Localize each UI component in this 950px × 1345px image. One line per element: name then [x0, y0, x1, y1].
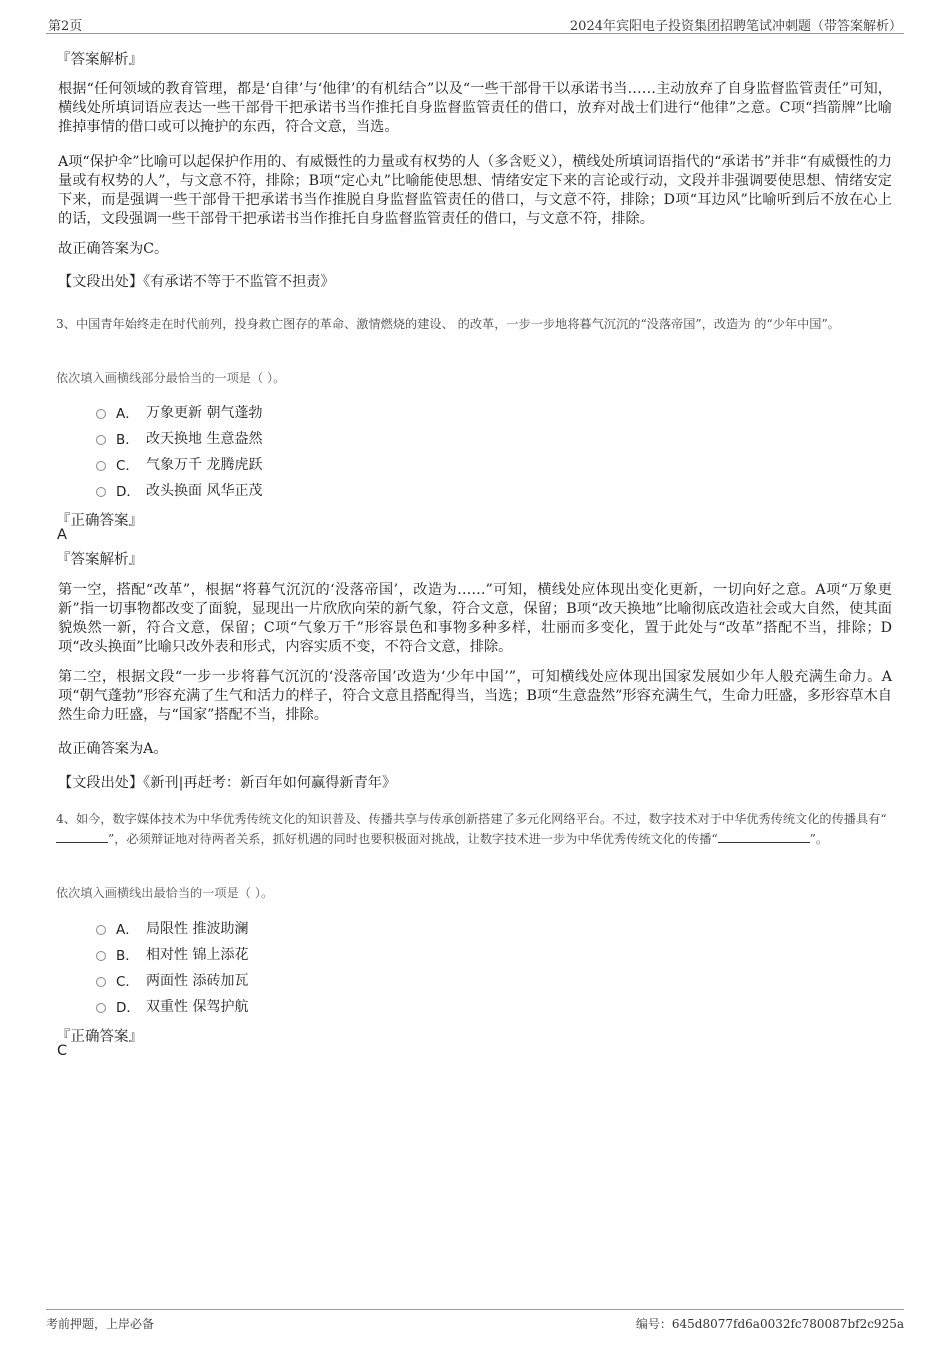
q4-option-b[interactable]: B． 相对性 锦上添花 [96, 944, 248, 964]
radio-icon[interactable] [96, 925, 106, 935]
q3-analysis-paragraph: 第二空，根据文段“一步一步将暮气沉沉的‘没落帝国’改造为‘少年中国’”，可知横线处应体现出国家发展如少年人般充满生命力。A项“朝气蓬勃”形容充满了生气和活力的样子，符合文意且搭配得当，当选；B项“生意盎然”形容充满生气，生命力旺盛，多形容草木自然生命力旺盛，与“国家”搭配不当，排除。 [58, 669, 892, 723]
q4-option-c[interactable]: C． 两面性 添砖加瓦 [96, 970, 248, 990]
page-footer [46, 1309, 904, 1337]
q3-answer: A [57, 527, 67, 543]
q3-option-a[interactable]: A． 万象更新 朝气蓬勃 [96, 402, 262, 422]
q2-analysis-paragraph: A项“保护伞”比喻可以起保护作用的、有威慑性的力量或有权势的人（多含贬义），横线处所填词语指代的“承诺书”并非“有威慑性的力量或有权势的人”，与文意不符，排除；B项“定心丸”比喻能使思想、情绪安定下来的言论或行动，文段并非强调要使思想、情绪安定下来，而是强调一些干部骨干把承诺书当作推脱自身监督监管责任的借口，与文意不符，排除；D项“耳边风”比喻听到后不放在心上的话，文段强调一些干部骨干把承诺书当作推托自身监督监管责任的借口，与文意不符，排除。 [58, 154, 892, 227]
radio-icon[interactable] [96, 409, 106, 419]
answer-blank [56, 831, 108, 843]
page-number: 第2页 [48, 19, 83, 34]
radio-icon[interactable] [96, 951, 106, 961]
answer-blank [718, 831, 810, 843]
document-code: 编号：645d8077fd6a0032fc780087bf2c925a [635, 1317, 904, 1331]
page-header [46, 14, 904, 34]
q2-source: 【文段出处】《有承诺不等于不监管不担责》 [58, 274, 335, 290]
q3-stem: 3、中国青年始终走在时代前列，投身救亡图存的革命、激情燃烧的建设、 的改革，一步一步地将暮气沉沉的“没落帝国”，改造为 的“少年中国”。 [56, 317, 840, 331]
q4-option-d[interactable]: D． 双重性 保驾护航 [96, 996, 248, 1016]
radio-icon[interactable] [96, 435, 106, 445]
q3-conclusion: 故正确答案为A。 [58, 741, 168, 757]
q2-analysis-paragraph: 根据“任何领域的教育管理，都是‘自律’与‘他律’的有机结合”以及“一些干部骨干以承诺书当……主动放弃了自身监督监管责任”可知，横线处所填词语应表达一些干部骨干把承诺书当作推托自身监督监管责任的借口，放弃对战士们进行“他律”之意。C项“挡箭牌”比喻推掉事情的借口或可以掩护的东西，符合文意，当选。 [58, 81, 892, 135]
radio-icon[interactable] [96, 977, 106, 987]
q3-answer-label: 『正确答案』 [56, 513, 143, 529]
radio-icon[interactable] [96, 487, 106, 497]
footer-slogan: 考前押题，上岸必备 [46, 1317, 155, 1331]
q3-option-d[interactable]: D． 改头换面 风华正茂 [96, 480, 262, 500]
q4-stem: 4、如今，数字媒体技术为中华优秀传统文化的知识普及、传播共享与传承创新搭建了多元化网络平台。不过，数字技术对于中华优秀传统文化的传播具有“”，必须辩证地对待两者关系，抓好机遇的同时也要积极面对挑战，让数字技术进一步为中华优秀传统文化的传播“ ”。 [56, 812, 887, 846]
q3-prompt: 依次填入画横线部分最恰当的一项是（ ）。 [56, 371, 286, 385]
q2-conclusion: 故正确答案为C。 [58, 241, 169, 257]
q3-source: 【文段出处】《新刊|再赶考：新百年如何赢得新青年》 [58, 775, 397, 791]
document-title: 2024年宾阳电子投资集团招聘笔试冲刺题（带答案解析） [569, 19, 902, 34]
q2-analysis-label: 『答案解析』 [56, 52, 143, 68]
q3-analysis-label: 『答案解析』 [56, 552, 143, 568]
radio-icon[interactable] [96, 461, 106, 471]
radio-icon[interactable] [96, 1003, 106, 1013]
q4-prompt: 依次填入画横线出最恰当的一项是（ ）。 [56, 886, 274, 900]
q3-option-b[interactable]: B． 改天换地 生意盎然 [96, 428, 262, 448]
q4-answer: C [57, 1043, 68, 1059]
q3-option-c[interactable]: C． 气象万千 龙腾虎跃 [96, 454, 262, 474]
q3-analysis-paragraph: 第一空，搭配“改革”，根据“将暮气沉沉的‘没落帝国’，改造为……”可知，横线处应体现出变化更新，一切向好之意。A项“万象更新”指一切事物都改变了面貌，显现出一片欣欣向荣的新气象，符合文意，保留；B项“改天换地”比喻彻底改造社会或大自然，使其面貌焕然一新，符合文意，保留；C项“气象万千”形容景色和事物多种多样，壮丽而多变化，置于此处与“改革”搭配不当，排除；D项“改头换面”比喻只改外表和形式，内容实质不变，不符合文意，排除。 [58, 582, 892, 655]
q4-option-a[interactable]: A． 局限性 推波助澜 [96, 918, 248, 938]
q4-answer-label: 『正确答案』 [56, 1029, 143, 1045]
